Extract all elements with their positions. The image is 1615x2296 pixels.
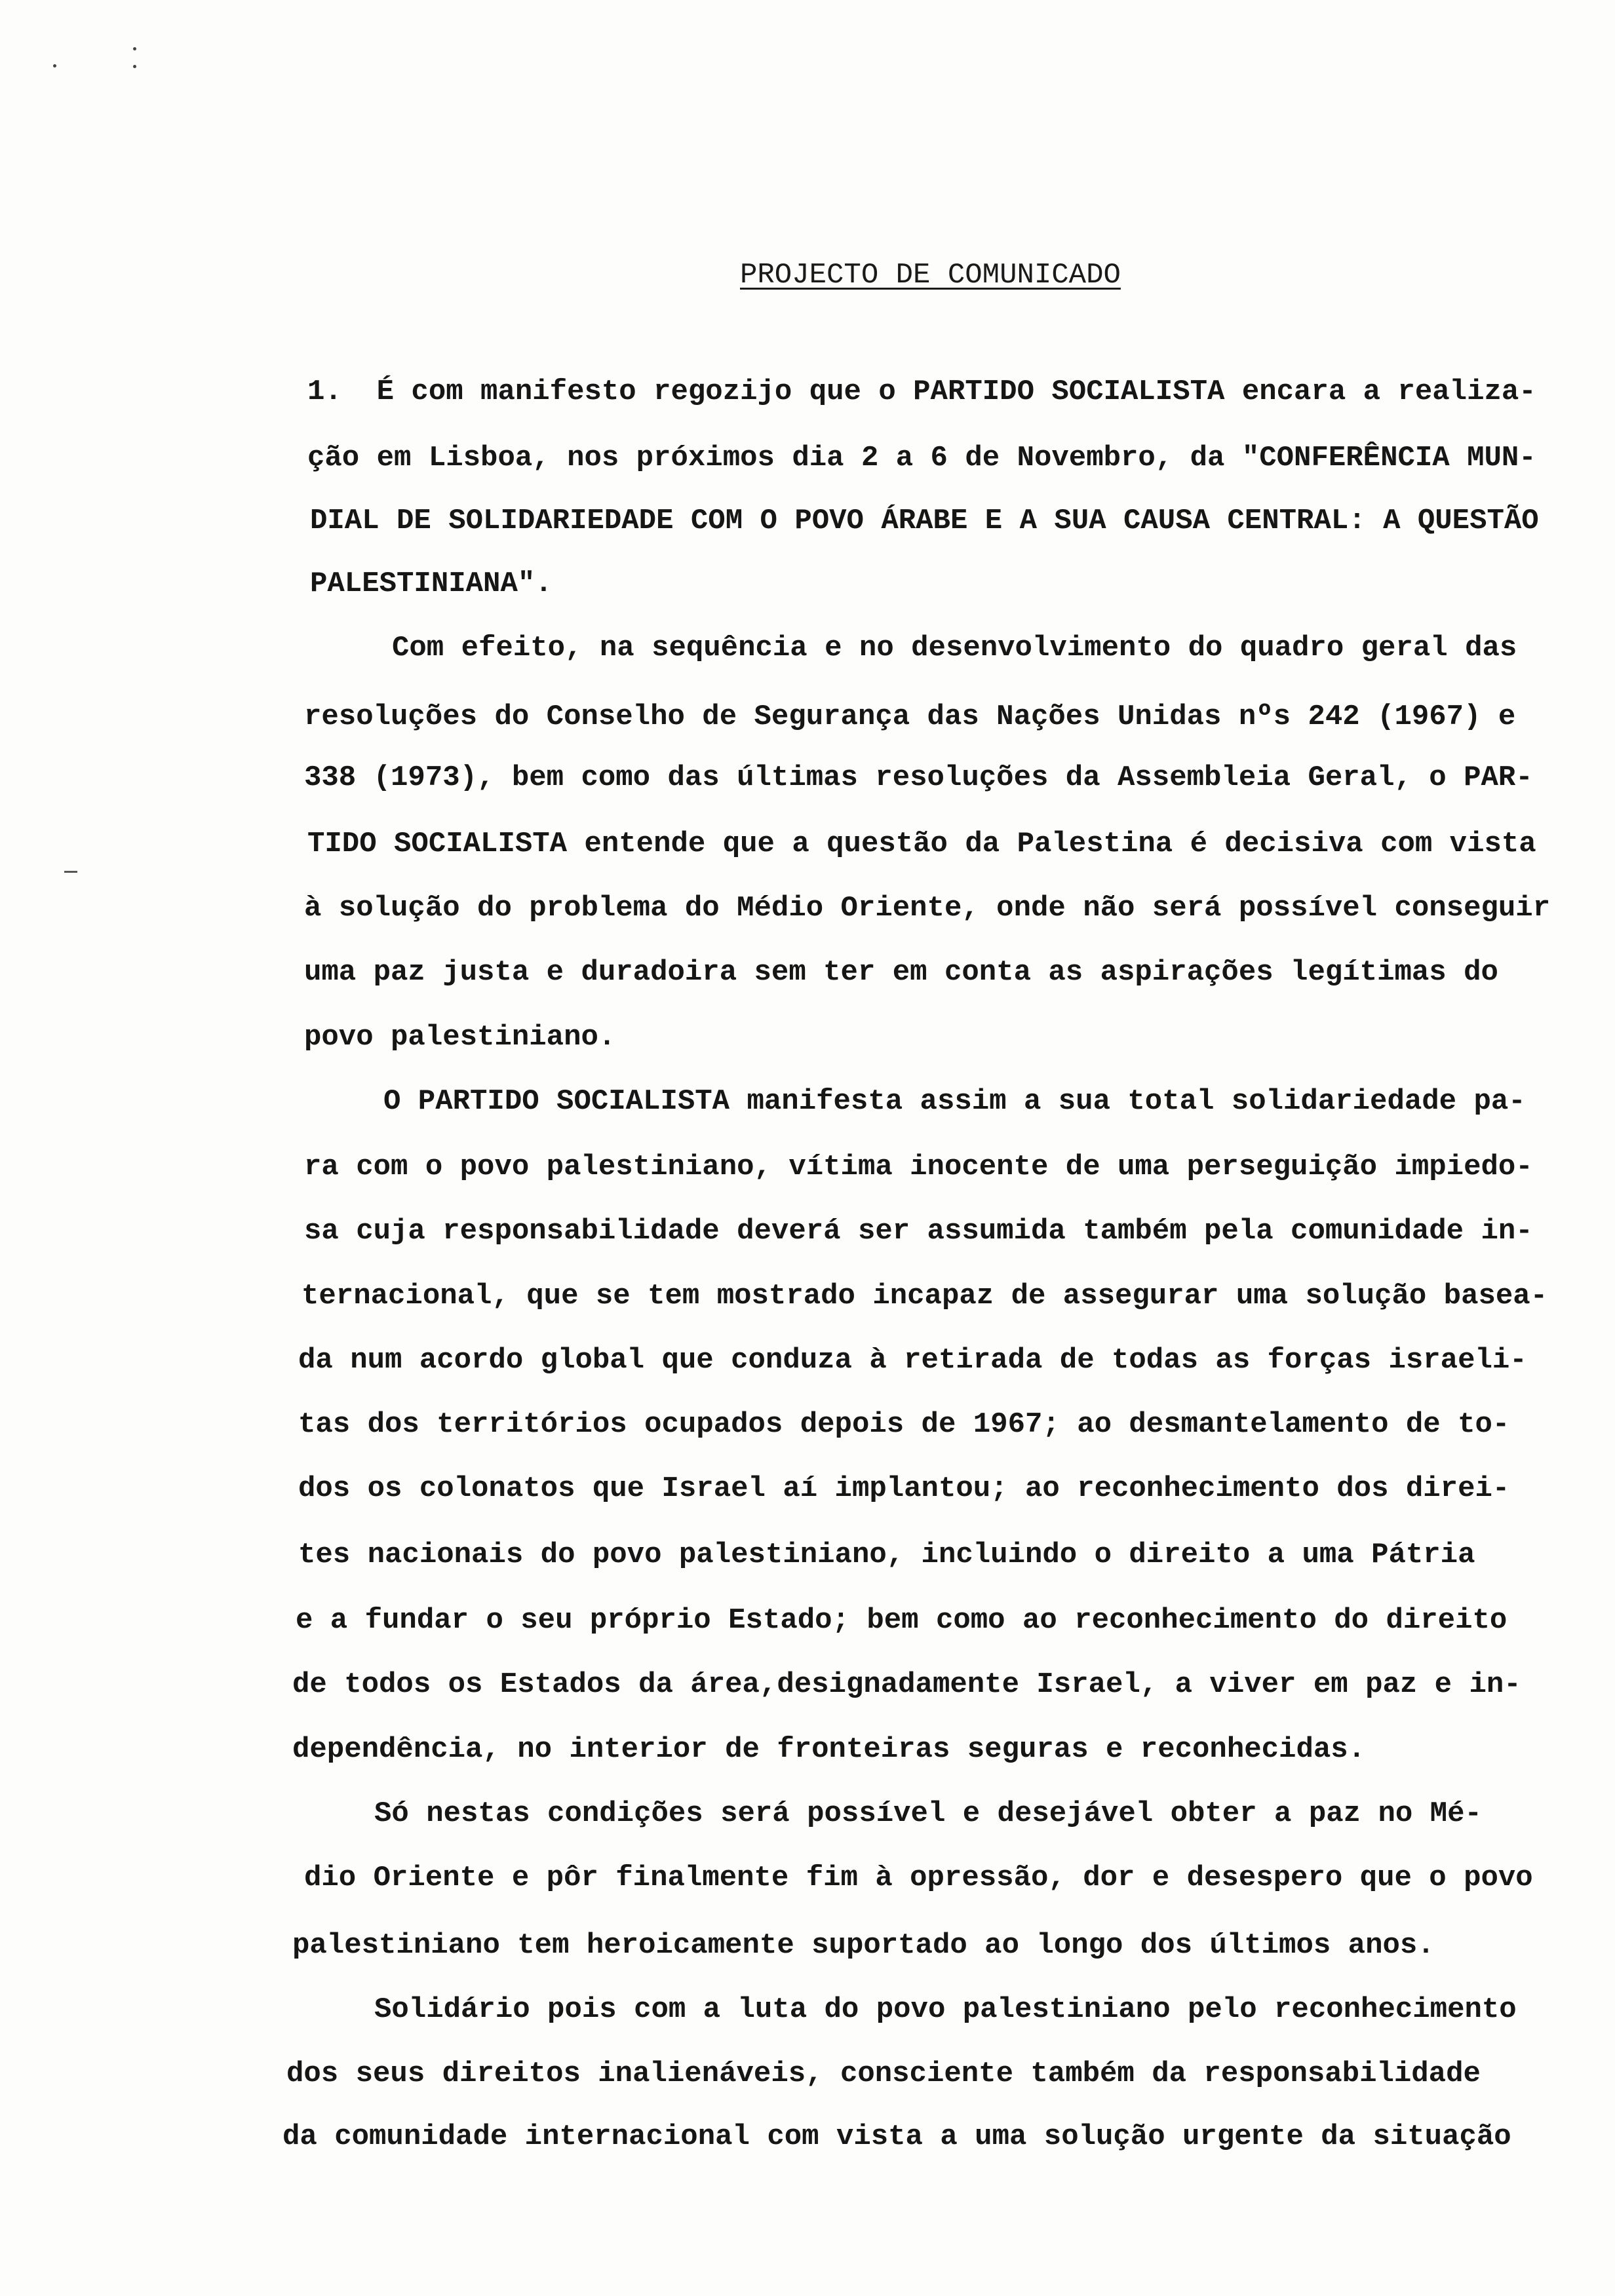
text-line: 1. É com manifesto regozijo que o PARTIDO SOCIALISTA encara a realiza-	[307, 375, 1536, 408]
text-line: dos seus direitos inalienáveis, consciente também da responsabilidade	[286, 2057, 1481, 2090]
text-line: DIAL DE SOLIDARIEDADE COM O POVO ÁRABE E A SUA CAUSA CENTRAL: A QUESTÃO	[310, 505, 1539, 537]
text-line: Com efeito, na sequência e no desenvolvimento do quadro geral das	[392, 632, 1517, 664]
text-line: resoluções do Conselho de Segurança das Nações Unidas nºs 242 (1967) e	[304, 700, 1516, 733]
text-line: Solidário pois com a luta do povo palestiniano pelo reconhecimento	[374, 1993, 1517, 2026]
scan-speck	[53, 64, 56, 67]
text-line: PALESTINIANA".	[310, 567, 553, 600]
text-line: tes nacionais do povo palestiniano, incluindo o direito a uma Pátria	[298, 1539, 1475, 1571]
text-line: 338 (1973), bem como das últimas resoluções da Assembleia Geral, o PAR-	[304, 761, 1533, 794]
text-line: O PARTIDO SOCIALISTA manifesta assim a sua total solidariedade pa-	[383, 1085, 1526, 1118]
text-line: da comunidade internacional com vista a uma solução urgente da situação	[282, 2120, 1511, 2153]
text-line: e a fundar o seu próprio Estado; bem como ao reconhecimento do direito	[296, 1604, 1508, 1637]
text-line: palestiniano tem heroicamente suportado ao longo dos últimos anos.	[292, 1929, 1435, 1962]
text-line: uma paz justa e duradoira sem ter em conta as aspirações legítimas do	[304, 956, 1498, 989]
scan-mark	[64, 871, 77, 873]
text-line: dos os colonatos que Israel aí implantou; ao reconhecimento dos direi-	[298, 1472, 1510, 1505]
text-line: dio Oriente e pôr finalmente fim à opressão, dor e desespero que o povo	[304, 1862, 1533, 1894]
text-line: dependência, no interior de fronteiras seguras e reconhecidas.	[292, 1733, 1366, 1766]
text-line: da num acordo global que conduza à retirada de todas as forças israeli-	[298, 1344, 1527, 1377]
text-line: ção em Lisboa, nos próximos dia 2 a 6 de Novembro, da "CONFERÊNCIA MUN-	[307, 442, 1536, 474]
text-line: povo palestiniano.	[304, 1021, 616, 1054]
text-line: Só nestas condições será possível e desejável obter a paz no Mé-	[374, 1797, 1482, 1830]
text-line: ternacional, que se tem mostrado incapaz de assegurar uma solução basea-	[302, 1280, 1548, 1312]
text-line: sa cuja responsabilidade deverá ser assumida também pela comunidade in-	[304, 1215, 1533, 1248]
text-line: à solução do problema do Médio Oriente, onde não será possível conseguir	[304, 892, 1551, 925]
document-title: PROJECTO DE COMUNICADO	[740, 259, 1121, 292]
text-line: de todos os Estados da área,designadamente Israel, a viver em paz e in-	[292, 1668, 1521, 1701]
text-line: ra com o povo palestiniano, vítima inocente de uma perseguição impiedo-	[304, 1151, 1533, 1183]
text-line: TIDO SOCIALISTA entende que a questão da Palestina é decisiva com vista	[307, 828, 1536, 860]
scan-speck	[133, 47, 136, 50]
text-line: tas dos territórios ocupados depois de 1967; ao desmantelamento de to-	[298, 1408, 1510, 1441]
scan-speck	[133, 65, 136, 68]
